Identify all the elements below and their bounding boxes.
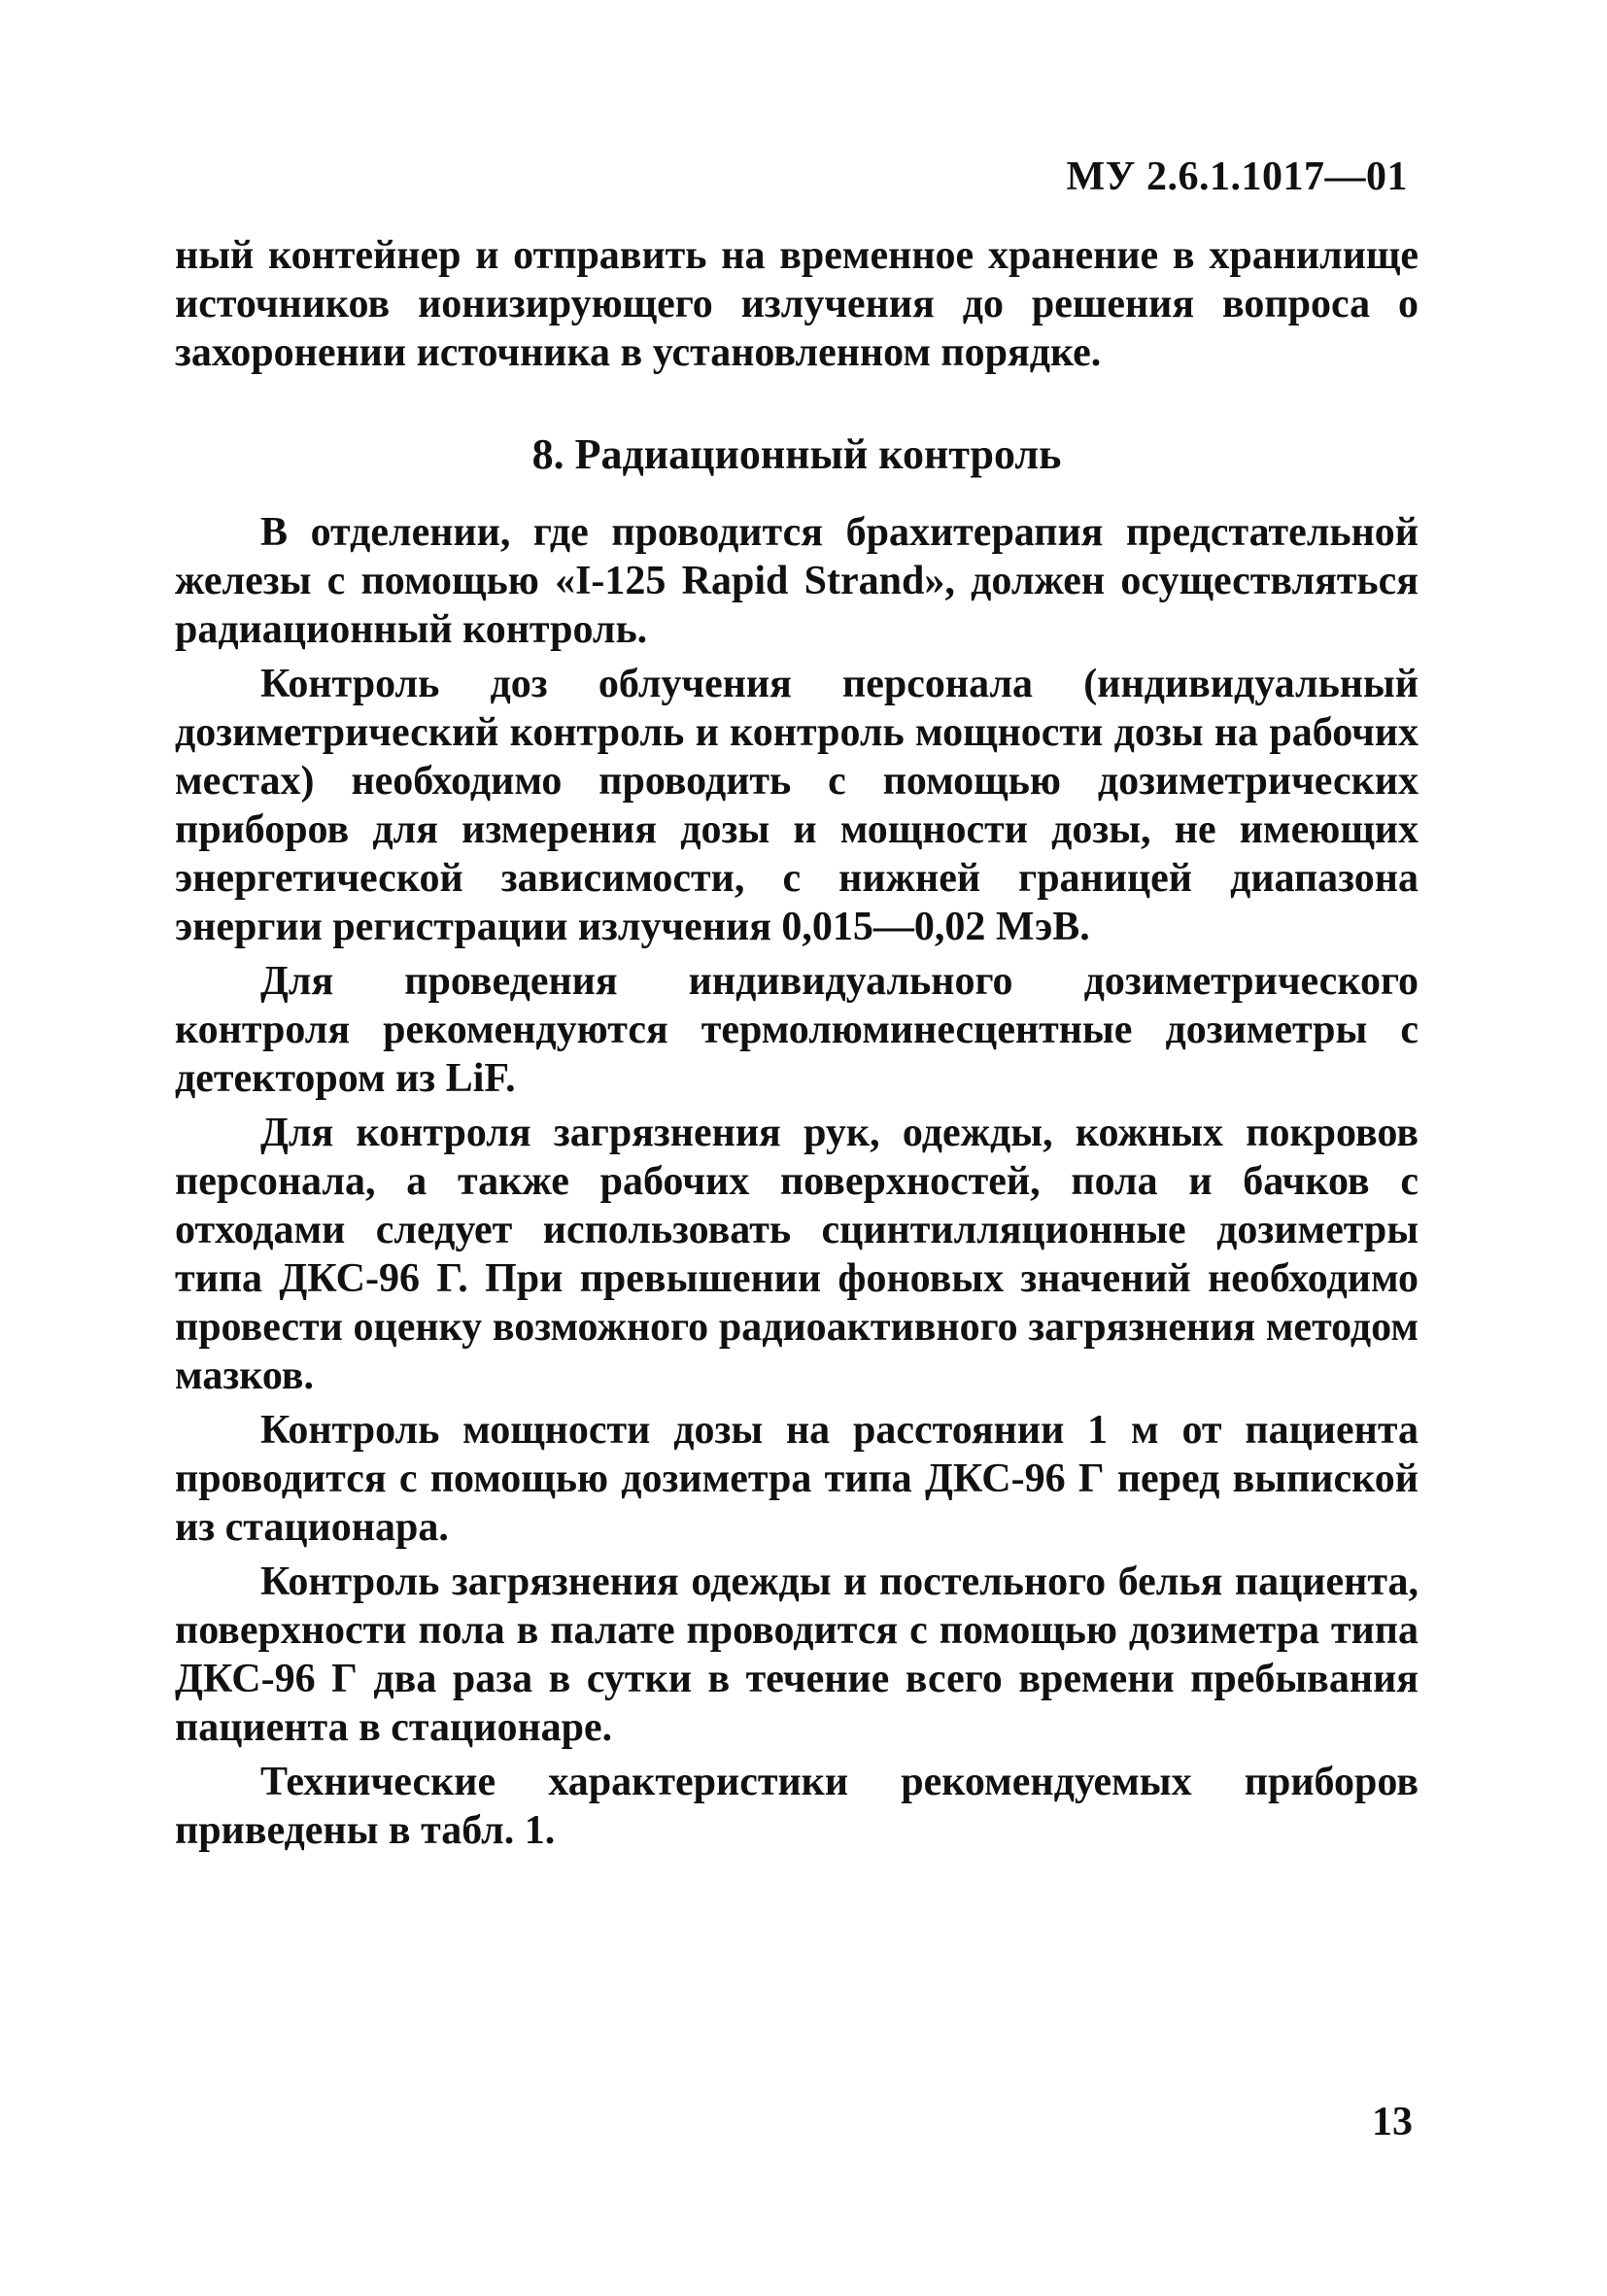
paragraph-2: Контроль доз облучения персонала (индивидуальный дозиметрический контроль и контроль мощности дозы на рабочих местах) необходимо проводить с помощью дозиметрических приборов для измерения дозы и мощности дозы, не имеющих энергетической зависимости, с нижней границей диапазона энергии регистрации излучения 0,015—0,02 МэВ.	[175, 662, 1419, 949]
section-title: 8. Радиационный контроль	[531, 430, 1062, 478]
paragraph-3: Для проведения индивидуального дозиметрического контроля рекомендуются термолюминесцентные дозиметры с детектором из LiF.	[175, 959, 1419, 1101]
intro-paragraph: ный контейнер и отправить на временное хранение в хранилище источников ионизирующего излучения до решения вопроса о захоронении источника в установленном порядке.	[175, 233, 1419, 375]
paragraph-5: Контроль мощности дозы на расстоянии 1 м от пациента проводится с помощью дозиметра типа ДКС-96 Г перед выпиской из стационара.	[175, 1408, 1419, 1550]
paragraph-7: Технические характеристики рекомендуемых приборов приведены в табл. 1.	[175, 1760, 1419, 1853]
paragraph-1: В отделении, где проводится брахитерапия предстательной железы с помощью «I-125 Rapid Strand», должен осуществляться радиационный контроль.	[175, 510, 1419, 652]
paragraph-4: Для контроля загрязнения рук, одежды, кожных покровов персонала, а также рабочих поверхностей, пола и бачков с отходами следует использовать сцинтилляционные дозиметры типа ДКС-96 Г. При превышении фоновых значений необходимо провести оценку возможного радиоактивного загрязнения методом мазков.	[175, 1111, 1419, 1398]
document-code: МУ 2.6.1.1017—01	[1066, 154, 1408, 199]
page-number: 13	[1372, 2100, 1413, 2144]
document-body	[175, 231, 1419, 1855]
paragraph-6: Контроль загрязнения одежды и постельного белья пациента, поверхности пола в палате проводится с помощью дозиметра типа ДКС-96 Г два раза в сутки в течение всего времени пребывания пациента в стационаре.	[175, 1559, 1419, 1750]
